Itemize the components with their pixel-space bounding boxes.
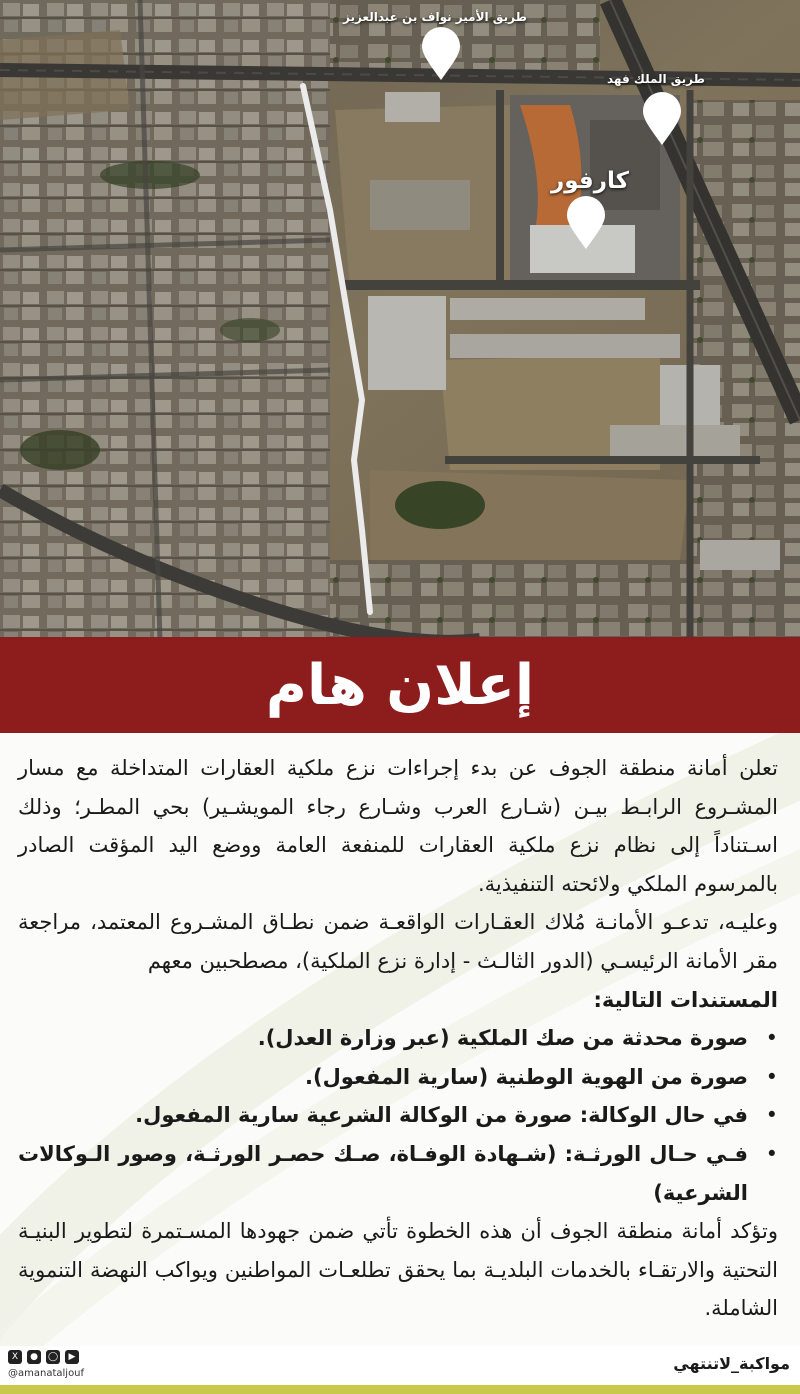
carrefour-label: كارفور [551,168,629,194]
documents-list [18,1019,778,1212]
list-item: • في حال الوكالة: صورة من الوكالة الشرعية سارية المفعول. [18,1096,748,1135]
documents-heading: المستندات التالية: [593,987,778,1012]
announcement-text [18,749,778,1328]
map-image [0,0,800,640]
announcement-banner [0,637,800,733]
list-item: • صورة من الهوية الوطنية (سارية المفعول). [18,1058,748,1097]
footer-strip [0,1385,800,1394]
list-item: • فـي حـال الورثـة: (شـهادة الوفـاة، صـك حصـر الورثـة، وصور الـوكالات الشرعية) [18,1135,748,1212]
announcement-body [0,733,800,1358]
snapchat-icon[interactable]: ● [27,1350,41,1364]
aerial-map [0,0,800,640]
invitation-paragraph: وعليـه، تدعـو الأمانـة مُلاك العقـارات الواقعـة ضمن نطـاق المشـروع المعتمد، مراجعة مقر الأمانة الرئيسـي (الدور الثالـث - إدارة نزع الملكية)، مصطحبين معهم [18,910,778,973]
list-item: • صورة محدثة من صك الملكية (عبر وزارة العدل). [18,1019,748,1058]
road-label-prince-nawaf: طريق الأمير نواف بن عبدالعزيز [343,10,527,24]
instagram-icon[interactable]: ◯ [47,1352,59,1362]
road-label-king-fahd: طريق الملك فهد [607,72,705,86]
social-icons [8,1350,79,1364]
intro-paragraph: تعلن أمانة منطقة الجوف عن بدء إجراءات نزع ملكية العقارات المتداخلة مع مسار المشـروع الرابـط بيـن (شـارع العرب وشـارع رجاء المويشـير) بحي المطـر؛ وذلك اسـتناداً إلى نظام نزع ملكية العقارات للمنفعة العامة ووضع اليد المؤقت الصادر بالمرسوم الملكي ولائحته التنفيذية. [18,756,778,896]
banner-title: إعلان هام [265,652,535,718]
closing-paragraph: وتؤكد أمانة منطقة الجوف أن هذه الخطوة تأتي ضمن جهودها المسـتمرة لتطوير البنيـة التحتية والارتقـاء بالخدمات البلديـة بما يحقق تطلعـات المواطنين ويواكب النهضة التنموية الشاملة. [18,1219,778,1321]
social-handle: @amanataljouf [8,1368,85,1379]
x-icon[interactable]: X [8,1350,22,1364]
youtube-icon[interactable]: ▶ [65,1350,79,1364]
footer [0,1346,800,1394]
footer-slogan: مواكبة_لاتنتهي [673,1354,790,1373]
